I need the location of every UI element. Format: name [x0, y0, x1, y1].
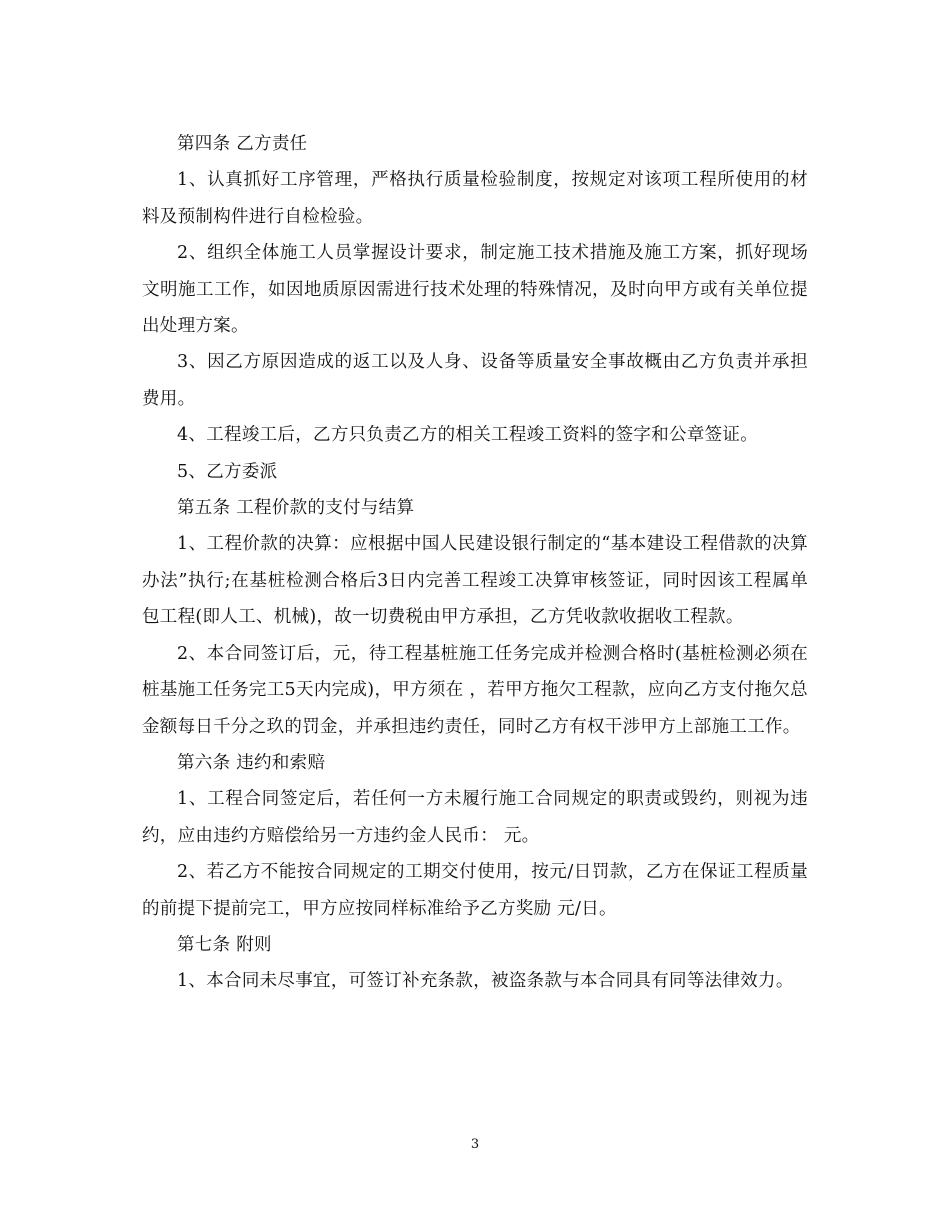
document-body: [142, 126, 808, 1000]
paragraph: 1、认真抓好工序管理，严格执行质量检验制度，按规定对该项工程所使用的材料及预制构件进行自检检验。: [142, 170, 808, 227]
section-heading-article-7: 第七条 附则: [177, 934, 272, 955]
paragraph: 2、组织全体施工人员掌握设计要求，制定施工技术措施及施工方案，抓好现场文明施工工作，如因地质原因需进行技术处理的特殊情况，及时向甲方或有关单位提出处理方案。: [142, 243, 808, 337]
paragraph: 2、若乙方不能按合同规定的工期交付使用，按元/日罚款，乙方在保证工程质量的前提下提前完工，甲方应按同样标准给予乙方奖励 元/日。: [142, 862, 808, 919]
section-heading-article-6: 第六条 违约和索赔: [177, 752, 326, 773]
paragraph: 2、本合同签订后，元，待工程基桩施工任务完成并检测合格时(基桩检测必须在桩基施工任务完工5天内完成)，甲方须在 ，若甲方拖欠工程款，应向乙方支付拖欠总金额每日千分之玖的罚金，并承担违约责任，同时乙方有权干涉甲方上部施工工作。: [142, 643, 808, 737]
paragraph: 1、本合同未尽事宜，可签订补充条款，被盗条款与本合同具有同等法律效力。: [177, 971, 794, 992]
paragraph: 1、工程合同签定后，若任何一方未履行施工合同规定的职责或毁约，则视为违约，应由违约方赔偿给另一方违约金人民币： 元。: [142, 789, 808, 846]
section-heading-article-5: 第五条 工程价款的支付与结算: [177, 498, 415, 519]
paragraph: 1、工程价款的决算：应根据中国人民建设银行制定的“基本建设工程借款的决算办法”执行;在基桩检测合格后3日内完善工程竣工决算审核签证，同时因该工程属单包工程(即人工、机械)，故一切费税由甲方承担，乙方凭收款收据收工程款。: [142, 534, 808, 628]
paragraph: 4、工程竣工后，乙方只负责乙方的相关工程竣工资料的签字和公章签证。: [177, 425, 759, 446]
section-heading-article-4: 第四条 乙方责任: [177, 134, 308, 154]
page-number: 3: [470, 1137, 480, 1152]
paragraph: 5、乙方委派: [177, 461, 278, 482]
paragraph: 3、因乙方原因造成的返工以及人身、设备等质量安全事故概由乙方负责并承担费用。: [142, 352, 808, 409]
